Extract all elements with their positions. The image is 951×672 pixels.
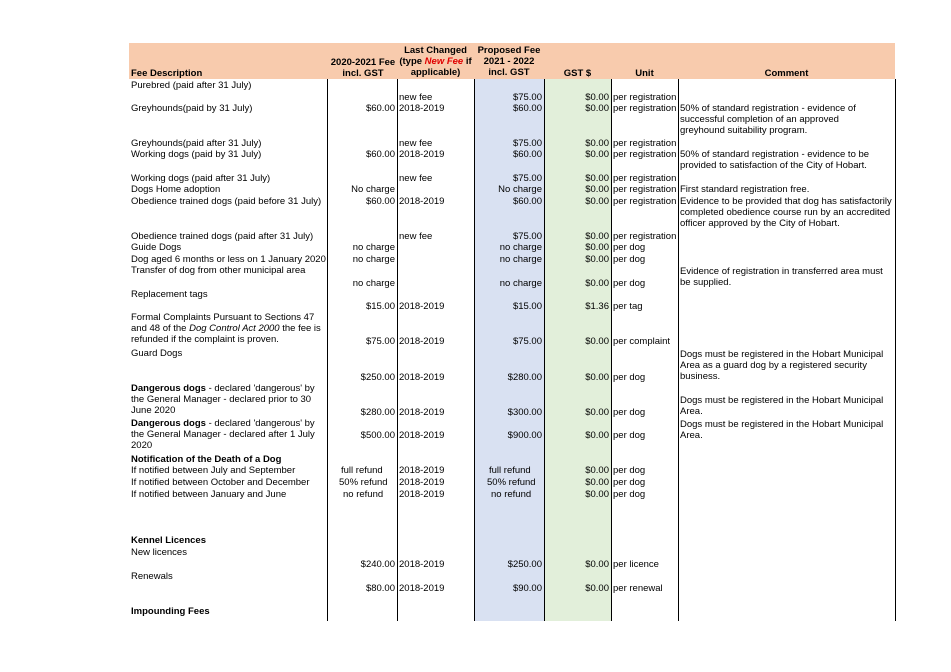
last-changed: 2018-2019 — [399, 430, 445, 441]
unit: per dog — [613, 430, 646, 441]
gst-amount: $0.00 — [585, 489, 609, 500]
unit: per dog — [613, 489, 646, 500]
unit: per dog — [613, 372, 646, 383]
proposed-fee: $250.00 — [507, 559, 542, 570]
header-proposed-fee: Proposed Fee 2021 - 2022 incl. GST — [477, 45, 541, 78]
fee-description: Greyhounds(paid by 31 July) — [131, 103, 253, 114]
proposed-fee: no charge — [499, 278, 542, 289]
fee-2020: no charge — [352, 278, 395, 289]
gst-amount: $0.00 — [585, 103, 609, 114]
unit: per registration — [613, 173, 677, 184]
fee-2020: $500.00 — [360, 430, 395, 441]
proposed-fee: $15.00 — [512, 301, 542, 312]
last-changed: 2018-2019 — [399, 407, 445, 418]
unit: per renewal — [613, 583, 663, 594]
comment: Dogs must be registered in the Hobart Municipal Area. — [680, 395, 884, 417]
proposed-fee: 50% refund — [487, 477, 536, 488]
fee-description: Working dogs (paid by 31 July) — [131, 149, 262, 160]
fee-2020: $15.00 — [365, 301, 395, 312]
last-changed: new fee — [399, 173, 433, 184]
proposed-fee: $60.00 — [512, 149, 542, 160]
gst-amount: $0.00 — [585, 336, 609, 347]
proposed-fee: $75.00 — [512, 138, 542, 149]
proposed-fee: $900.00 — [507, 430, 542, 441]
proposed-fee: $60.00 — [512, 196, 542, 207]
unit: per registration — [613, 184, 677, 195]
fee-description: If notified between January and June — [131, 489, 287, 500]
fee-2020: full refund — [341, 465, 383, 476]
grid-line — [397, 79, 398, 621]
fee-description: Replacement tags — [131, 289, 208, 300]
fee-2020: $75.00 — [365, 336, 395, 347]
fee-description: Greyhounds(paid after 31 July) — [131, 138, 262, 149]
fee-2020: $60.00 — [365, 196, 395, 207]
gst-amount: $0.00 — [585, 477, 609, 488]
last-changed: 2018-2019 — [399, 336, 445, 347]
unit: per complaint — [613, 336, 671, 347]
fee-2020: No charge — [351, 184, 395, 195]
last-changed: 2018-2019 — [399, 559, 445, 570]
last-changed: 2018-2019 — [399, 196, 445, 207]
fee-2020: $250.00 — [360, 372, 395, 383]
gst-amount: $0.00 — [585, 583, 609, 594]
gst-amount: $1.36 — [585, 301, 609, 312]
fee-2020: $240.00 — [360, 559, 395, 570]
gst-amount: $0.00 — [585, 465, 609, 476]
header-last-changed: Last Changed (type New Fee if applicable) — [399, 45, 472, 78]
proposed-fee: $300.00 — [507, 407, 542, 418]
proposed-fee: $75.00 — [512, 231, 542, 242]
fee-2020: no charge — [352, 254, 395, 265]
last-changed: 2018-2019 — [399, 583, 445, 594]
proposed-fee: full refund — [489, 465, 531, 476]
comment: Evidence to be provided that dog has satisfactorily completed obedience course run by an accredited officer approved by the City of Hobart. — [680, 196, 892, 229]
last-changed: 2018-2019 — [399, 465, 445, 476]
grid-line — [678, 79, 679, 621]
gst-amount: $0.00 — [585, 372, 609, 383]
gst-amount: $0.00 — [585, 254, 609, 265]
proposed-fee: $90.00 — [512, 583, 542, 594]
proposed-column-bg — [474, 79, 544, 621]
section-heading: Kennel Licences — [131, 535, 206, 546]
grid-line — [611, 79, 612, 621]
comment: 50% of standard registration - evidence to be provided to satisfaction of the City of Hobart. — [680, 149, 870, 171]
proposed-fee: $280.00 — [507, 372, 542, 383]
fee-2020: no refund — [343, 489, 384, 500]
unit: per dog — [613, 278, 646, 289]
gst-amount: $0.00 — [585, 173, 609, 184]
gst-amount: $0.00 — [585, 559, 609, 570]
fee-description: Guard Dogs — [131, 348, 183, 359]
header-gst: GST $ — [563, 68, 592, 79]
unit: per registration — [613, 231, 677, 242]
unit: per registration — [613, 92, 677, 103]
comment: 50% of standard registration - evidence of successful completion of an approved greyhound suitability program. — [680, 103, 856, 136]
section-heading: Impounding Fees — [131, 606, 210, 617]
fee-description: New licences — [131, 547, 187, 558]
header-fee-2020: 2020-2021 Fee incl. GST — [330, 57, 396, 79]
unit: per dog — [613, 465, 646, 476]
proposed-fee: no refund — [491, 489, 532, 500]
proposed-fee: no charge — [499, 254, 542, 265]
grid-line — [474, 79, 475, 621]
fee-2020: no charge — [352, 242, 395, 253]
comment: Evidence of registration in transferred area must be supplied. — [680, 266, 883, 288]
last-changed: 2018-2019 — [399, 372, 445, 383]
fee-description: Obedience trained dogs (paid after 31 July) — [131, 231, 314, 242]
gst-amount: $0.00 — [585, 196, 609, 207]
proposed-fee: $75.00 — [512, 92, 542, 103]
fee-2020: $280.00 — [360, 407, 395, 418]
comment: First standard registration free. — [680, 184, 810, 195]
fee-description: Purebred (paid after 31 July) — [131, 80, 252, 91]
gst-column-bg — [544, 79, 611, 621]
last-changed: 2018-2019 — [399, 149, 445, 160]
last-changed: new fee — [399, 92, 433, 103]
proposed-fee: $75.00 — [512, 173, 542, 184]
unit: per registration — [613, 196, 677, 207]
gst-amount: $0.00 — [585, 278, 609, 289]
fee-description: If notified between October and December — [131, 477, 310, 488]
grid-line — [895, 79, 896, 621]
fee-description: Dangerous dogs - declared 'dangerous' by the General Manager - declared prior to 30 June 2020 — [131, 383, 315, 416]
fee-description: If notified between July and September — [131, 465, 296, 476]
fee-2020: $60.00 — [365, 103, 395, 114]
grid-line — [327, 79, 328, 621]
comment: Dogs must be registered in the Hobart Municipal Area. — [680, 419, 884, 441]
last-changed: 2018-2019 — [399, 477, 445, 488]
header-unit: Unit — [635, 68, 654, 79]
fee-description: Obedience trained dogs (paid before 31 July) — [131, 196, 322, 207]
unit: per licence — [613, 559, 659, 570]
section-heading: Notification of the Death of a Dog — [131, 454, 282, 465]
fee-table — [129, 43, 895, 621]
header-fee-description: Fee Description — [131, 68, 203, 79]
fee-description: Transfer of dog from other municipal area — [131, 265, 306, 276]
fee-2020: $60.00 — [365, 149, 395, 160]
gst-amount: $0.00 — [585, 92, 609, 103]
gst-amount: $0.00 — [585, 407, 609, 418]
unit: per registration — [613, 138, 677, 149]
fee-description: Renewals — [131, 571, 173, 582]
proposed-fee: $60.00 — [512, 103, 542, 114]
fee-description: Formal Complaints Pursuant to Sections 47 and 48 of the Dog Control Act 2000 the fee is refunded if the complaint is proven. — [131, 312, 321, 345]
unit: per dog — [613, 242, 646, 253]
gst-amount: $0.00 — [585, 184, 609, 195]
fee-description: Dangerous dogs - declared 'dangerous' by the General Manager - declared after 1 July 2020 — [131, 418, 315, 451]
unit: per dog — [613, 477, 646, 488]
unit: per registration — [613, 103, 677, 114]
unit: per registration — [613, 149, 677, 160]
last-changed: 2018-2019 — [399, 301, 445, 312]
last-changed: 2018-2019 — [399, 489, 445, 500]
comment: Dogs must be registered in the Hobart Municipal Area as a guard dog by a registered security business. — [680, 349, 884, 382]
unit: per tag — [613, 301, 643, 312]
gst-amount: $0.00 — [585, 430, 609, 441]
fee-2020: 50% refund — [339, 477, 388, 488]
proposed-fee: No charge — [498, 184, 542, 195]
unit: per dog — [613, 254, 646, 265]
fee-description: Dogs Home adoption — [131, 184, 221, 195]
fee-description: Working dogs (paid after 31 July) — [131, 173, 271, 184]
unit: per dog — [613, 407, 646, 418]
new-fee-label: New Fee — [424, 56, 464, 67]
last-changed: 2018-2019 — [399, 103, 445, 114]
header-comment: Comment — [764, 68, 809, 79]
fee-description: Dog aged 6 months or less on 1 January 2020 — [131, 254, 326, 265]
fee-description: Guide Dogs — [131, 242, 182, 253]
gst-amount: $0.00 — [585, 149, 609, 160]
gst-amount: $0.00 — [585, 138, 609, 149]
proposed-fee: $75.00 — [512, 336, 542, 347]
proposed-fee: no charge — [499, 242, 542, 253]
last-changed: new fee — [399, 138, 433, 149]
grid-line — [544, 79, 545, 621]
last-changed: new fee — [399, 231, 433, 242]
gst-amount: $0.00 — [585, 242, 609, 253]
fee-2020: $80.00 — [365, 583, 395, 594]
gst-amount: $0.00 — [585, 231, 609, 242]
